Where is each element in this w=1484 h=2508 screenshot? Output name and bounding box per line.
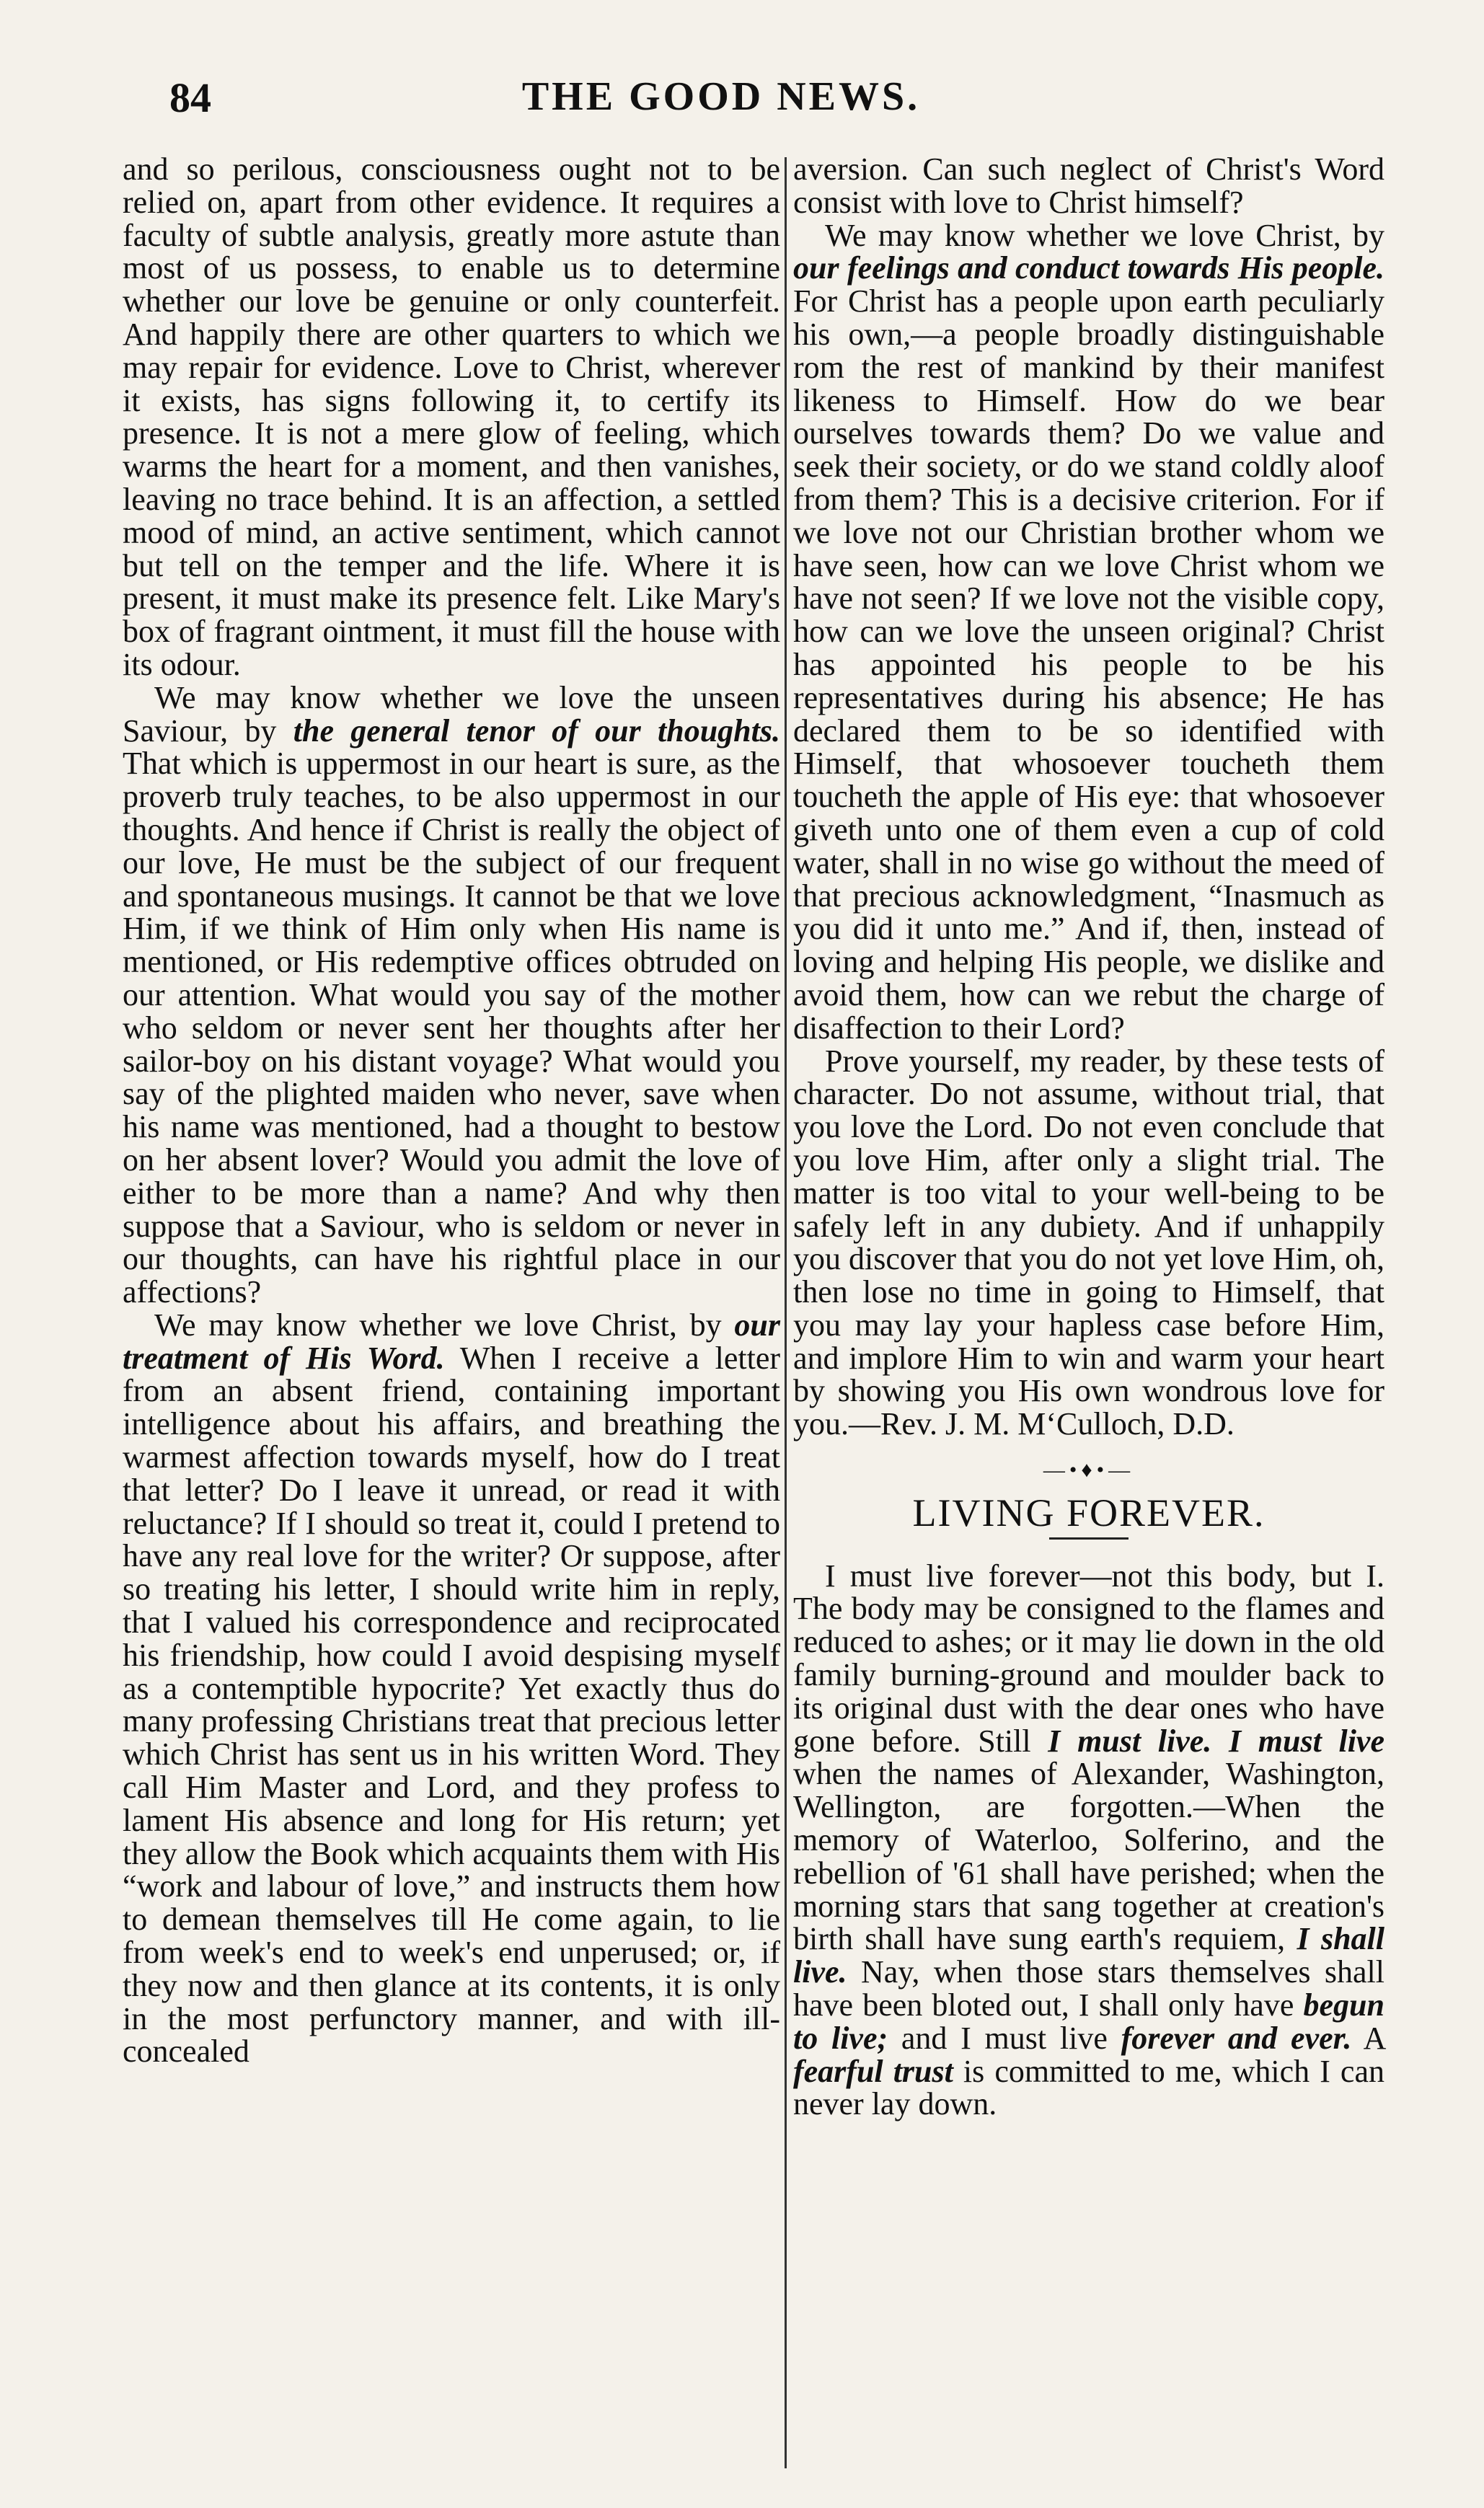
right-p2-text-b: For Christ has a people upon earth peculiarly his own,—a people broadly distinguishable rom the rest of mankind by their manifest likeness to Himself. How do we bear ourselves towards them? Do we value and seek their society, or do we stand coldly aloof from them? This is a decisive criterion. For if we love not our Christian brother whom we have seen, how can we love Christ whom we have not seen? If we love not the visible copy, how can we love the unseen original? Christ has appointed his people to be his representatives during his absence; He has declared them to be so identified with Himself, that whosoever toucheth them toucheth the apple of His eye: that whosoever giveth unto one of them even a cup of cold water, shall in no wise go without the meed of that precious acknowledgment, “Inasmuch as you did it unto me.” And if, then, instead of loving and helping His people, we dislike and avoid them, how can we rebut the charge of disaffection to their Lord? — [793, 283, 1384, 1046]
living-text-c: Nay, when those stars themselves shall have been bloted out, I shall only have — [793, 1954, 1384, 2023]
right-paragraph-1: aversion. Can such neglect of Christ's Word consist with love to Christ himself? — [793, 151, 1384, 220]
living-emphasis-5: forever and ever. — [1121, 2020, 1352, 2056]
living-emphasis-1: I must live. — [1048, 1723, 1212, 1759]
ornament-divider: —•♦•— — [1043, 1458, 1135, 1483]
right-p2-text-a: We may know whether we love Christ, by — [825, 217, 1384, 253]
left-column — [123, 153, 780, 2068]
left-p3-text-b: When I receive a letter from an absent friend, containing important intelligence about his affairs, and breathing the warmest affection towards myself, how do I treat that letter? Do I leave it unread, or read it with reluctance? If I should so treat it, could I pretend to have any real love for the writer? Or suppose, after so treating his letter, I should write him in reply, that I valued his correspondence and reciprocated his friendship, how could I avoid despising myself as a contemptible hypocrite? Yet exactly thus do many professing Christians treat that precious letter which Christ has sent us in his written Word. They call Him Master and Lord, and they profess to lament His absence and long for His return; yet they allow the Book which acquaints them with His “work and labour of love,” and instructs them how to demean themselves till He come again, to lie from week's end to week's end unperused; or, if they now and then glance at its contents, it is only in the most perfunctory manner, and with ill-concealed — [123, 1340, 780, 2070]
running-title: THE GOOD NEWS. — [521, 74, 921, 119]
living-emphasis-2: I must live — [1228, 1723, 1384, 1759]
living-text-mid — [1211, 1723, 1229, 1759]
living-text-a: I must live forever—not this body, but I. The body may be consigned to the flames and reduced to ashes; or it may lie down in the old family burning-ground and moulder back to its original dust with the dear ones who have gone before. Still — [793, 1558, 1384, 1759]
section-title: LIVING FOREVER. — [912, 1491, 1266, 1535]
left-paragraph-1: and so perilous, consciousness ought not to be relied on, apart from other evidence. It requires a faculty of subtle analysis, greatly more astute than most of us possess, to enable us to determine whether our love be genuine or only counterfeit. And happily there are other quarters to which we may repair for evidence. Love to Christ, wherever it exists, has signs following it, to certify its presence. It is not a mere glow of feeling, which warms the heart for a moment, and then vanishes, leaving no trace behind. It is an affection, a settled mood of mind, an active sentiment, which cannot but tell on the temper and the life. Where it is present, it must make its presence felt. Like Mary's box of fragrant ointment, it must fill the house with its odour. — [123, 151, 780, 682]
page-number: 84 — [169, 74, 211, 121]
left-p3-emphasis: our treatment of His Word. — [123, 1307, 780, 1376]
left-p3-text-a: We may know whether we love Christ, by — [154, 1307, 735, 1343]
living-text-e: A — [1351, 2020, 1385, 2056]
living-text-b: when the names of Alexander, Washington, Wellington, are forgotten.—When the memory of Waterloo, Solferino, and the rebellion of '61 shall have perished; when the morning stars that sang together at creation's birth shall have sung earth's requiem, — [793, 1756, 1384, 1957]
right-p2-emphasis: our feelings and conduct towards His people. — [793, 250, 1384, 286]
page-header — [169, 74, 1273, 124]
living-text-d: and I must live — [888, 2020, 1121, 2056]
left-paragraph-3 — [123, 1309, 780, 2068]
left-paragraph-2 — [123, 681, 780, 1309]
right-column — [793, 153, 1384, 2121]
right-paragraph-3: Prove yourself, my reader, by these tests of character. Do not assume, without trial, that you love the Lord. Do not even conclude that you love Him, after only a slight trial. The matter is too vital to your well-being to be safely left in any dubiety. And if unhappily you discover that you do not yet love Him, oh, then lose no time in going to Himself, that you may lay your hapless case before Him, and implore Him to win and warm your heart by showing you His own wondrous love for you.—Rev. J. M. M‘Culloch, D.D. — [793, 1043, 1384, 1442]
living-forever-paragraph — [793, 1560, 1384, 2121]
column-divider — [785, 157, 787, 2468]
left-p2-emphasis: the general tenor of our thoughts. — [293, 712, 780, 749]
left-p2-text-b: That which is uppermost in our heart is sure, as the proverb truly teaches, to be also uppermost in our thoughts. And hence if Christ is really the object of our love, He must be the subject of our frequent and spontaneous musings. It cannot be that we love Him, if we think of Him only when His name is mentioned, or His redemptive offices obtruded on our attention. What would you say of the mother who seldom or never sent her thoughts after her sailor-boy on his distant voyage? What would you say of the plighted maiden who never, save when his name was mentioned, had a thought to bestow on her absent lover? Would you admit the love of either to be more than a name? And why then suppose that a Saviour, who is seldom or never in our thoughts, can have his rightful place in our affections? — [123, 746, 780, 1310]
living-emphasis-3: I shall live. — [793, 1921, 1384, 1990]
left-p2-text-a: We may know whether we love the unseen Saviour, by — [123, 679, 780, 749]
living-text-f: is committed to me, which I can never lay down. — [793, 2053, 1384, 2122]
title-rule — [1049, 1537, 1129, 1540]
living-emphasis-4: begun to live; — [793, 1987, 1384, 2056]
right-paragraph-2 — [793, 219, 1384, 1045]
living-emphasis-6: fearful trust — [793, 2053, 953, 2089]
